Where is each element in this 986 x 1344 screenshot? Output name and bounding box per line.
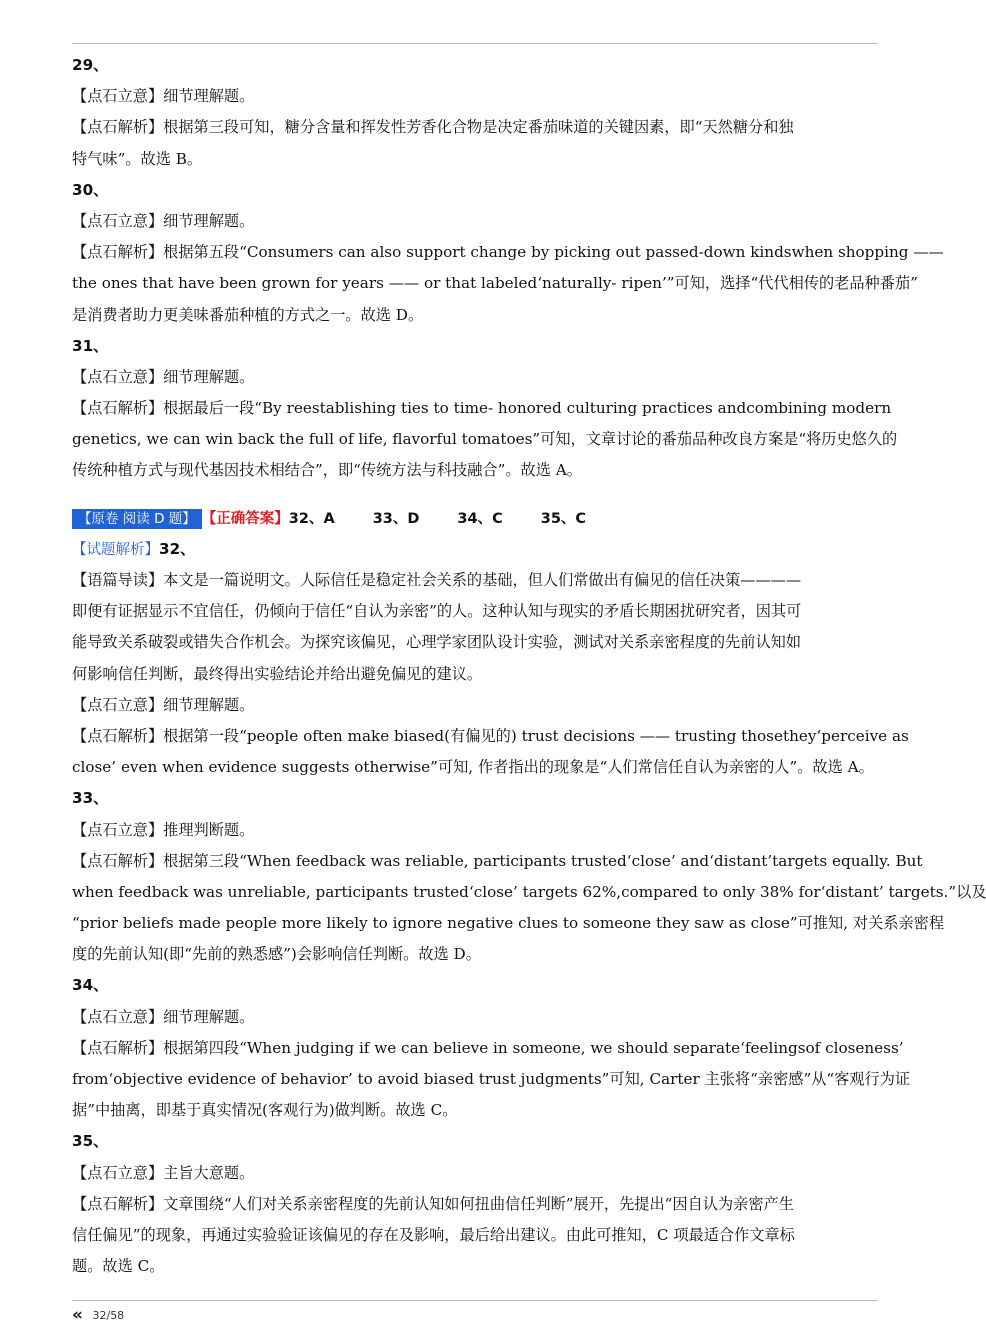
text-line: 【点石立意】主旨大意题。 <box>72 1163 255 1182</box>
answer-item: 35、C <box>540 510 587 527</box>
text-line: 【点石立意】细节理解题。 <box>72 87 255 106</box>
text-line: 是消费者助力更美味番茄种植的方式之一。故选 D。 <box>72 305 424 324</box>
content-area <box>72 50 986 1282</box>
page-footer <box>72 1303 124 1327</box>
text-line: from‘objective evidence of behavior’ to avoid biased trust judgments”可知, Carter 主张将“亲密感”从“客观行为证 <box>72 1070 911 1088</box>
text-line: close’ even when evidence suggests otherwise”可知, 作者指出的现象是“人们常信任自认为亲密的人”。故选 A。 <box>72 758 874 777</box>
text-line: 即便有证据显示不宜信任，仍倾向于信任“自认为亲密”的人。这种认知与现实的矛盾长期困扰研究者，因其可 <box>72 602 802 621</box>
question-number: 29、 <box>72 56 109 74</box>
text-line: 题。故选 C。 <box>72 1257 165 1276</box>
question-number: 33、 <box>72 789 109 808</box>
text-line: the ones that have been grown for years —— or that labeled‘naturally- ripen’”可知，选择“代代相传的老品种番茄” <box>72 274 918 293</box>
correct-answer-label: 【正确答案】 <box>201 510 289 527</box>
question-number: 32、 <box>159 539 196 558</box>
text-line: 据”中抽离，即基于真实情况(客观行为)做判断。故选 C。 <box>72 1101 458 1120</box>
question-number: 30、 <box>72 180 109 199</box>
text-line: 【点石解析】根据第三段“When feedback was reliable, participants trusted‘close’ and‘distant’targets equally. But <box>72 851 923 870</box>
text-line: genetics, we can win back the full of life, flavorful tomatoes”可知，文章讨论的番茄品种改良方案是“将历史悠久的 <box>72 430 898 449</box>
question-number: 35、 <box>72 1132 109 1151</box>
text-line: 【点石解析】根据第三段可知，糖分含量和挥发性芳香化合物是决定番茄味道的关键因素，即“天然糖分和独 <box>72 118 794 137</box>
answer-row <box>72 503 878 534</box>
text-line: 何影响信任判断，最终得出实验结论并给出避免偏见的建议。 <box>72 664 483 683</box>
text-line: “prior beliefs made people more likely to ignore negative clues to someone they saw as close”可推知, 对关系亲密程 <box>72 914 945 933</box>
text-line: 信任偏见”的现象，再通过实验验证该偏见的存在及影响，最后给出建议。由此可推知，C 项最适合作文章标 <box>72 1225 795 1244</box>
text-line: 【语篇导读】本文是一篇说明文。人际信任是稳定社会关系的基础，但人们常做出有偏见的信任决策———— <box>72 571 801 589</box>
text-line: 【点石解析】根据第四段“When judging if we can believe in someone, we should separate‘feelingsof closeness’ <box>72 1038 904 1057</box>
text-line: 【点石解析】文章围绕“人们对关系亲密程度的先前认知如何扭曲信任判断”展开，先提出“因自认为亲密产生 <box>72 1194 794 1213</box>
text-line: 【点石解析】根据最后一段“By reestablishing ties to time- honored culturing practices andcombining modern <box>72 399 892 418</box>
text-line: 【点石立意】细节理解题。 <box>72 1007 255 1026</box>
text-line: 【点石立意】细节理解题。 <box>72 211 255 230</box>
header-rule <box>72 43 878 44</box>
text-line: 特气味”。故选 B。 <box>72 149 203 168</box>
answer-item: 34、C <box>457 510 503 527</box>
analysis-label: 【试题解析】 <box>72 541 159 558</box>
text-line: 度的先前认知(即“先前的熟悉感”)会影响信任判断。故选 D。 <box>72 945 481 964</box>
double-chevron-left-icon[interactable]: « <box>72 1305 83 1325</box>
answer-item: 32、A <box>288 510 335 527</box>
text-line: 能导致关系破裂或错失合作机会。为探究该偏见，心理学家团队设计实验，测试对关系亲密程度的先前认知如 <box>72 633 801 652</box>
question-number: 31、 <box>72 336 109 355</box>
text-line: 【点石立意】推理判断题。 <box>72 820 255 839</box>
text-line: 【点石立意】细节理解题。 <box>72 695 255 714</box>
analysis-row <box>72 534 878 565</box>
text-line: 【点石解析】根据第五段“Consumers can also support change by picking out passed-down kindswhen shopping —— <box>72 243 944 262</box>
footer-rule <box>72 1300 878 1301</box>
source-tag: 【原卷 阅读 D 题】 <box>72 509 202 529</box>
text-line: when feedback was unreliable, participants trusted‘close’ targets 62%,compared to only 38% for‘distant’ targets.”以及 <box>72 882 986 901</box>
answer-item: 33、D <box>372 510 420 527</box>
text-line: 【点石立意】细节理解题。 <box>72 367 255 386</box>
text-line: 【点石解析】根据第一段“people often make biased(有偏见的) trust decisions —— trusting thosethey‘perceive as <box>72 726 909 745</box>
question-number: 34、 <box>72 976 109 995</box>
text-line: 传统种植方式与现代基因技术相结合”，即“传统方法与科技融合”。故选 A。 <box>72 461 582 480</box>
page-number: 32/58 <box>92 1309 125 1322</box>
section-gap <box>72 487 878 503</box>
